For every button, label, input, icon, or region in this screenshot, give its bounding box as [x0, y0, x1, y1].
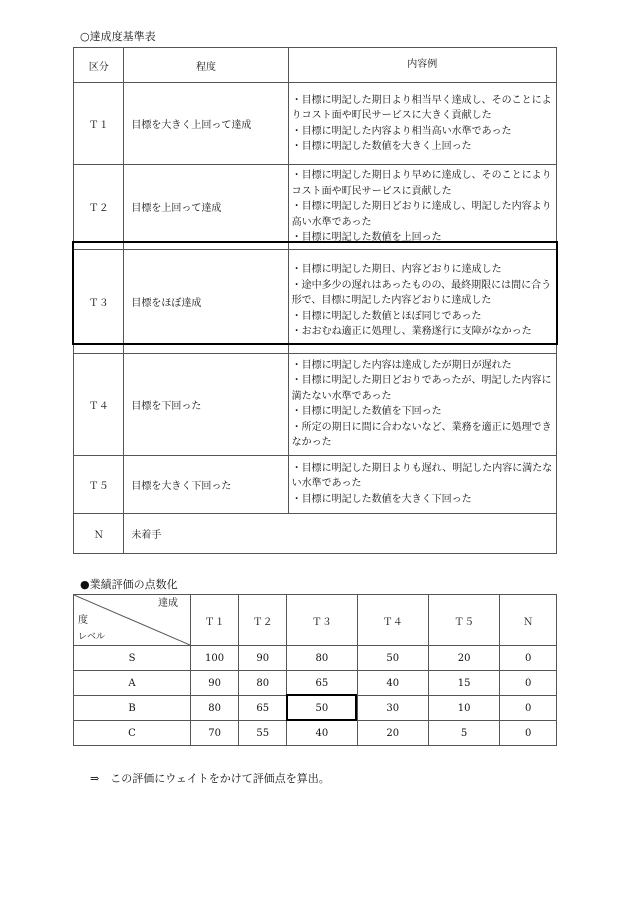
- standard-table-title: ○達成度基準表: [80, 30, 156, 43]
- score-cell: 0: [500, 696, 557, 721]
- score-col-header: Ｎ: [500, 595, 557, 646]
- row-examples: [288, 353, 556, 455]
- score-col-header: Ｔ４: [357, 595, 428, 646]
- corner-middle-label: 度: [78, 615, 88, 626]
- score-cell: 10: [428, 696, 499, 721]
- score-table-title: ●業績評価の点数化: [80, 578, 178, 591]
- header-degree: 程度: [124, 48, 288, 83]
- corner-bottom-label: レベル: [78, 632, 106, 642]
- score-cell: 80: [191, 696, 239, 721]
- row-degree: 目標を大きく下回った: [124, 455, 288, 513]
- example-line: ・目標に明記した数値を下回った: [291, 406, 442, 417]
- example-line: ・目標に明記した数値とほぼ同じであった: [291, 310, 482, 322]
- achievement-standard-table: [73, 47, 557, 554]
- example-line: ・目標に明記した数値を大きく上回った: [291, 141, 472, 152]
- score-cell: 20: [357, 721, 428, 746]
- score-cell: 90: [239, 646, 287, 671]
- table-row: [74, 721, 557, 746]
- score-cell: 90: [191, 671, 239, 696]
- score-header-row: [74, 595, 557, 646]
- corner-top-label: 達成: [158, 598, 178, 609]
- example-line: ・目標に明記した期日より早めに達成し、そのことによりコスト面や町民サービスに貢献した: [291, 170, 552, 197]
- example-line: ・目標に明記した期日どおりであったが、明記した内容に満たない水準であった: [291, 375, 552, 402]
- score-cell: 20: [428, 646, 499, 671]
- score-cell: 70: [191, 721, 239, 746]
- row-examples: [288, 83, 556, 165]
- row-level: Ｔ３: [74, 249, 124, 353]
- row-degree: 目標を大きく上回って達成: [124, 83, 288, 165]
- table-row: [74, 671, 557, 696]
- example-line: ・目標に明記した数値を大きく下回った: [291, 493, 472, 505]
- score-cell: 80: [287, 646, 357, 671]
- footnote: ⇒ この評価にウェイトをかけて評価点を算出。: [90, 772, 330, 785]
- score-cell: 0: [500, 671, 557, 696]
- score-row-label: A: [74, 671, 191, 696]
- table-row: [74, 83, 557, 165]
- table-row: [74, 513, 557, 553]
- table-row: [74, 353, 557, 455]
- row-level: Ｎ: [74, 513, 124, 553]
- score-cell: 40: [287, 721, 357, 746]
- corner-cell: [74, 595, 191, 646]
- table-row: [74, 249, 557, 353]
- row-examples: [288, 165, 556, 250]
- row-examples: [288, 249, 556, 353]
- score-cell: 40: [357, 671, 428, 696]
- score-col-header: Ｔ３: [287, 595, 357, 646]
- score-table: [73, 594, 557, 746]
- table-row: [74, 646, 557, 671]
- row-level: Ｔ４: [74, 353, 124, 455]
- row-level: Ｔ２: [74, 165, 124, 250]
- score-cell: 0: [500, 721, 557, 746]
- header-level: 区分: [74, 48, 124, 83]
- score-row-label: B: [74, 696, 191, 721]
- score-cell: 55: [239, 721, 287, 746]
- score-row-label: C: [74, 721, 191, 746]
- table-row: [74, 696, 557, 721]
- score-row-label: S: [74, 646, 191, 671]
- score-col-header: Ｔ２: [239, 595, 287, 646]
- score-cell: 100: [191, 646, 239, 671]
- row-degree: 目標を上回って達成: [124, 165, 288, 250]
- example-line: ・目標に明記した期日どおりに達成し、明記した内容より高い水準であった: [291, 201, 552, 228]
- score-cell: 5: [428, 721, 499, 746]
- score-cell: 65: [287, 671, 357, 696]
- header-example: 内容例: [288, 48, 556, 83]
- example-line: ・目標に明記した内容は達成したが期日が遅れた: [291, 359, 512, 371]
- score-cell: 30: [357, 696, 428, 721]
- score-col-header: Ｔ５: [428, 595, 499, 646]
- row-degree: 目標をほぼ達成: [124, 249, 288, 353]
- example-line: ・おおむね適正に処理し、業務遂行に支障がなかった: [291, 326, 532, 338]
- score-cell: 50: [287, 696, 357, 721]
- example-line: ・目標に明記した内容より相当高い水準であった: [291, 125, 512, 137]
- score-cell: 50: [357, 646, 428, 671]
- score-col-header: Ｔ１: [191, 595, 239, 646]
- table-row: [74, 165, 557, 250]
- score-cell: 80: [239, 671, 287, 696]
- row-degree: 目標を下回った: [124, 353, 288, 455]
- row-level: Ｔ１: [74, 83, 124, 165]
- example-line: ・所定の期日に間に合わないなど、業務を適正に処理できなかった: [291, 421, 552, 448]
- score-cell: 65: [239, 696, 287, 721]
- example-line: ・目標に明記した期日、内容どおりに達成した: [291, 264, 502, 276]
- row-examples: [288, 455, 556, 513]
- row-level: Ｔ５: [74, 455, 124, 513]
- example-line: ・目標に明記した期日よりも遅れ、明記した内容に満たない水準であった: [291, 462, 553, 490]
- table-row: [74, 455, 557, 513]
- example-line: ・目標に明記した期日より相当早く達成し、そのことによりコスト面や町民サービスに大きく貢献した: [291, 94, 552, 121]
- score-cell: 15: [428, 671, 499, 696]
- table-header-row: [74, 48, 557, 83]
- score-cell: 0: [500, 646, 557, 671]
- example-line: ・途中多少の遅れはあったものの、最終期限には間に合う形で、目標に明記した内容どおりに達成した: [291, 279, 552, 307]
- example-line: ・目標に明記した数値を上回った: [291, 232, 442, 243]
- row-degree: 未着手: [124, 513, 557, 553]
